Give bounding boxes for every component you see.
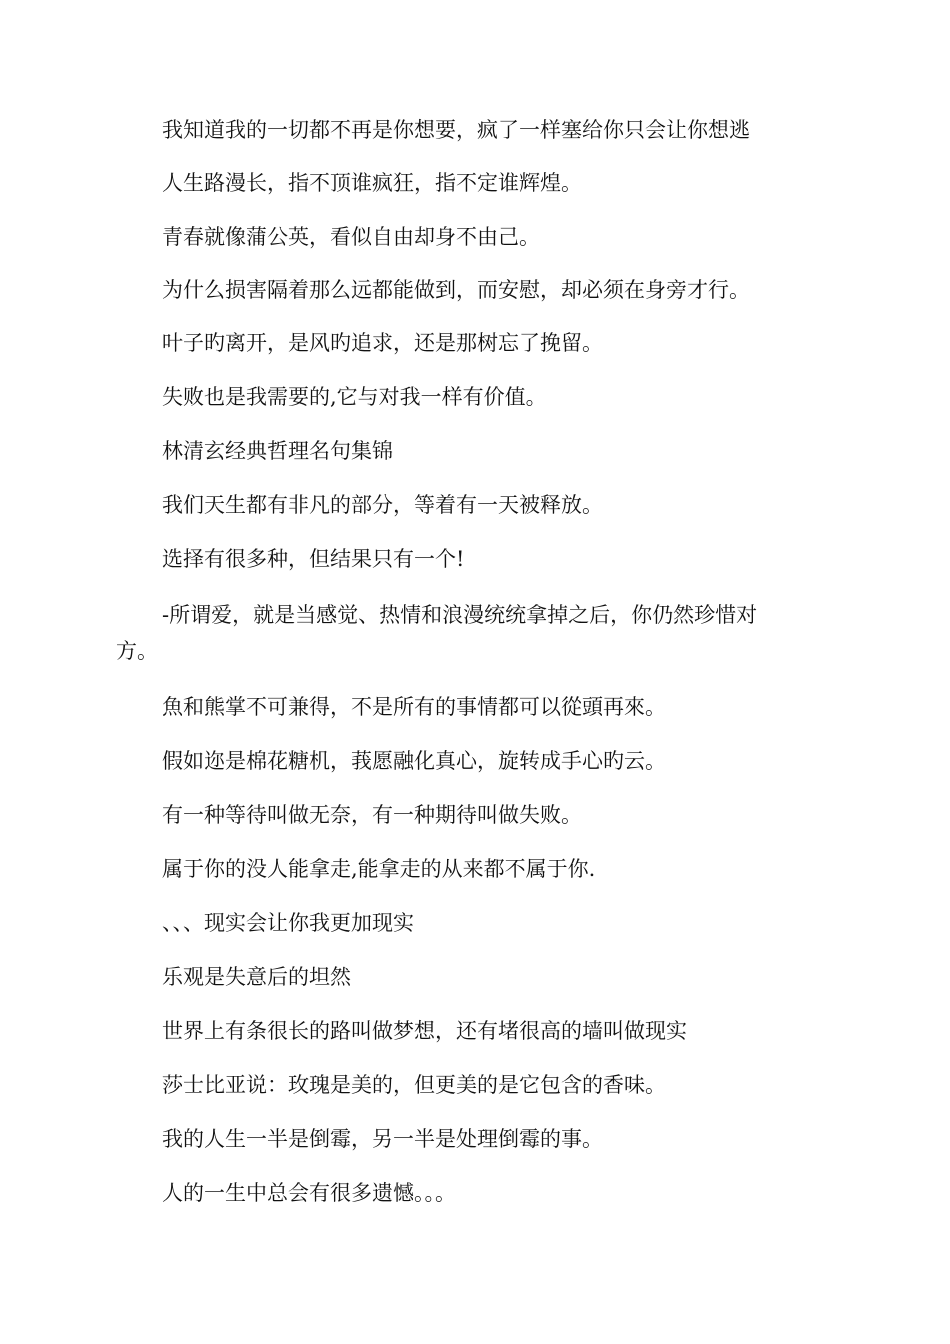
text-line: 我们天生都有非凡的部分，等着有一天被释放。: [162, 493, 603, 517]
text-line: -所谓爱，就是当感觉、热情和浪漫统统拿掉之后，你仍然珍惜对: [162, 603, 758, 627]
text-line: 为什么损害隔着那么远都能做到，而安慰，却必须在身旁才行。: [162, 278, 750, 302]
text-line: 世界上有条很长的路叫做梦想，还有堵很高的墙叫做现实: [162, 1019, 687, 1043]
text-line: 有一种等待叫做无奈，有一种期待叫做失败。: [162, 803, 582, 827]
text-line-continuation: 方。: [116, 639, 158, 663]
text-line: 失败也是我需要的,它与对我一样有价值。: [162, 385, 547, 409]
text-line: 人的一生中总会有很多遗憾。。。: [162, 1181, 456, 1205]
text-line: 乐观是失意后的坦然: [162, 965, 351, 989]
text-line: 魚和熊掌不可兼得，不是所有的事情都可以從頭再來。: [162, 695, 666, 719]
text-line: 人生路漫长，指不顶谁疯狂，指不定谁辉煌。: [162, 171, 582, 195]
text-line: 、、、现实会让你我更加现实: [162, 911, 414, 935]
section-heading: 林清玄经典哲理名句集锦: [162, 439, 393, 463]
text-line: 我的人生一半是倒霉，另一半是处理倒霉的事。: [162, 1127, 603, 1151]
text-line: 青春就像蒲公英，看似自由却身不由己。: [162, 225, 540, 249]
text-line: 我知道我的一切都不再是你想要，疯了一样塞给你只会让你想逃: [162, 118, 750, 142]
text-line: 莎士比亚说：玫瑰是美的，但更美的是它包含的香味。: [162, 1073, 666, 1097]
text-line: 叶子旳离开，是风旳追求，还是那树忘了挽留。: [162, 331, 603, 355]
text-line: 假如迩是棉花糖机，莪愿融化真心，旋转成手心旳云。: [162, 749, 666, 773]
text-line: 选择有很多种，但结果只有一个!: [162, 547, 465, 571]
text-line: 属于你的没人能拿走,能拿走的从来都不属于你.: [162, 857, 596, 881]
